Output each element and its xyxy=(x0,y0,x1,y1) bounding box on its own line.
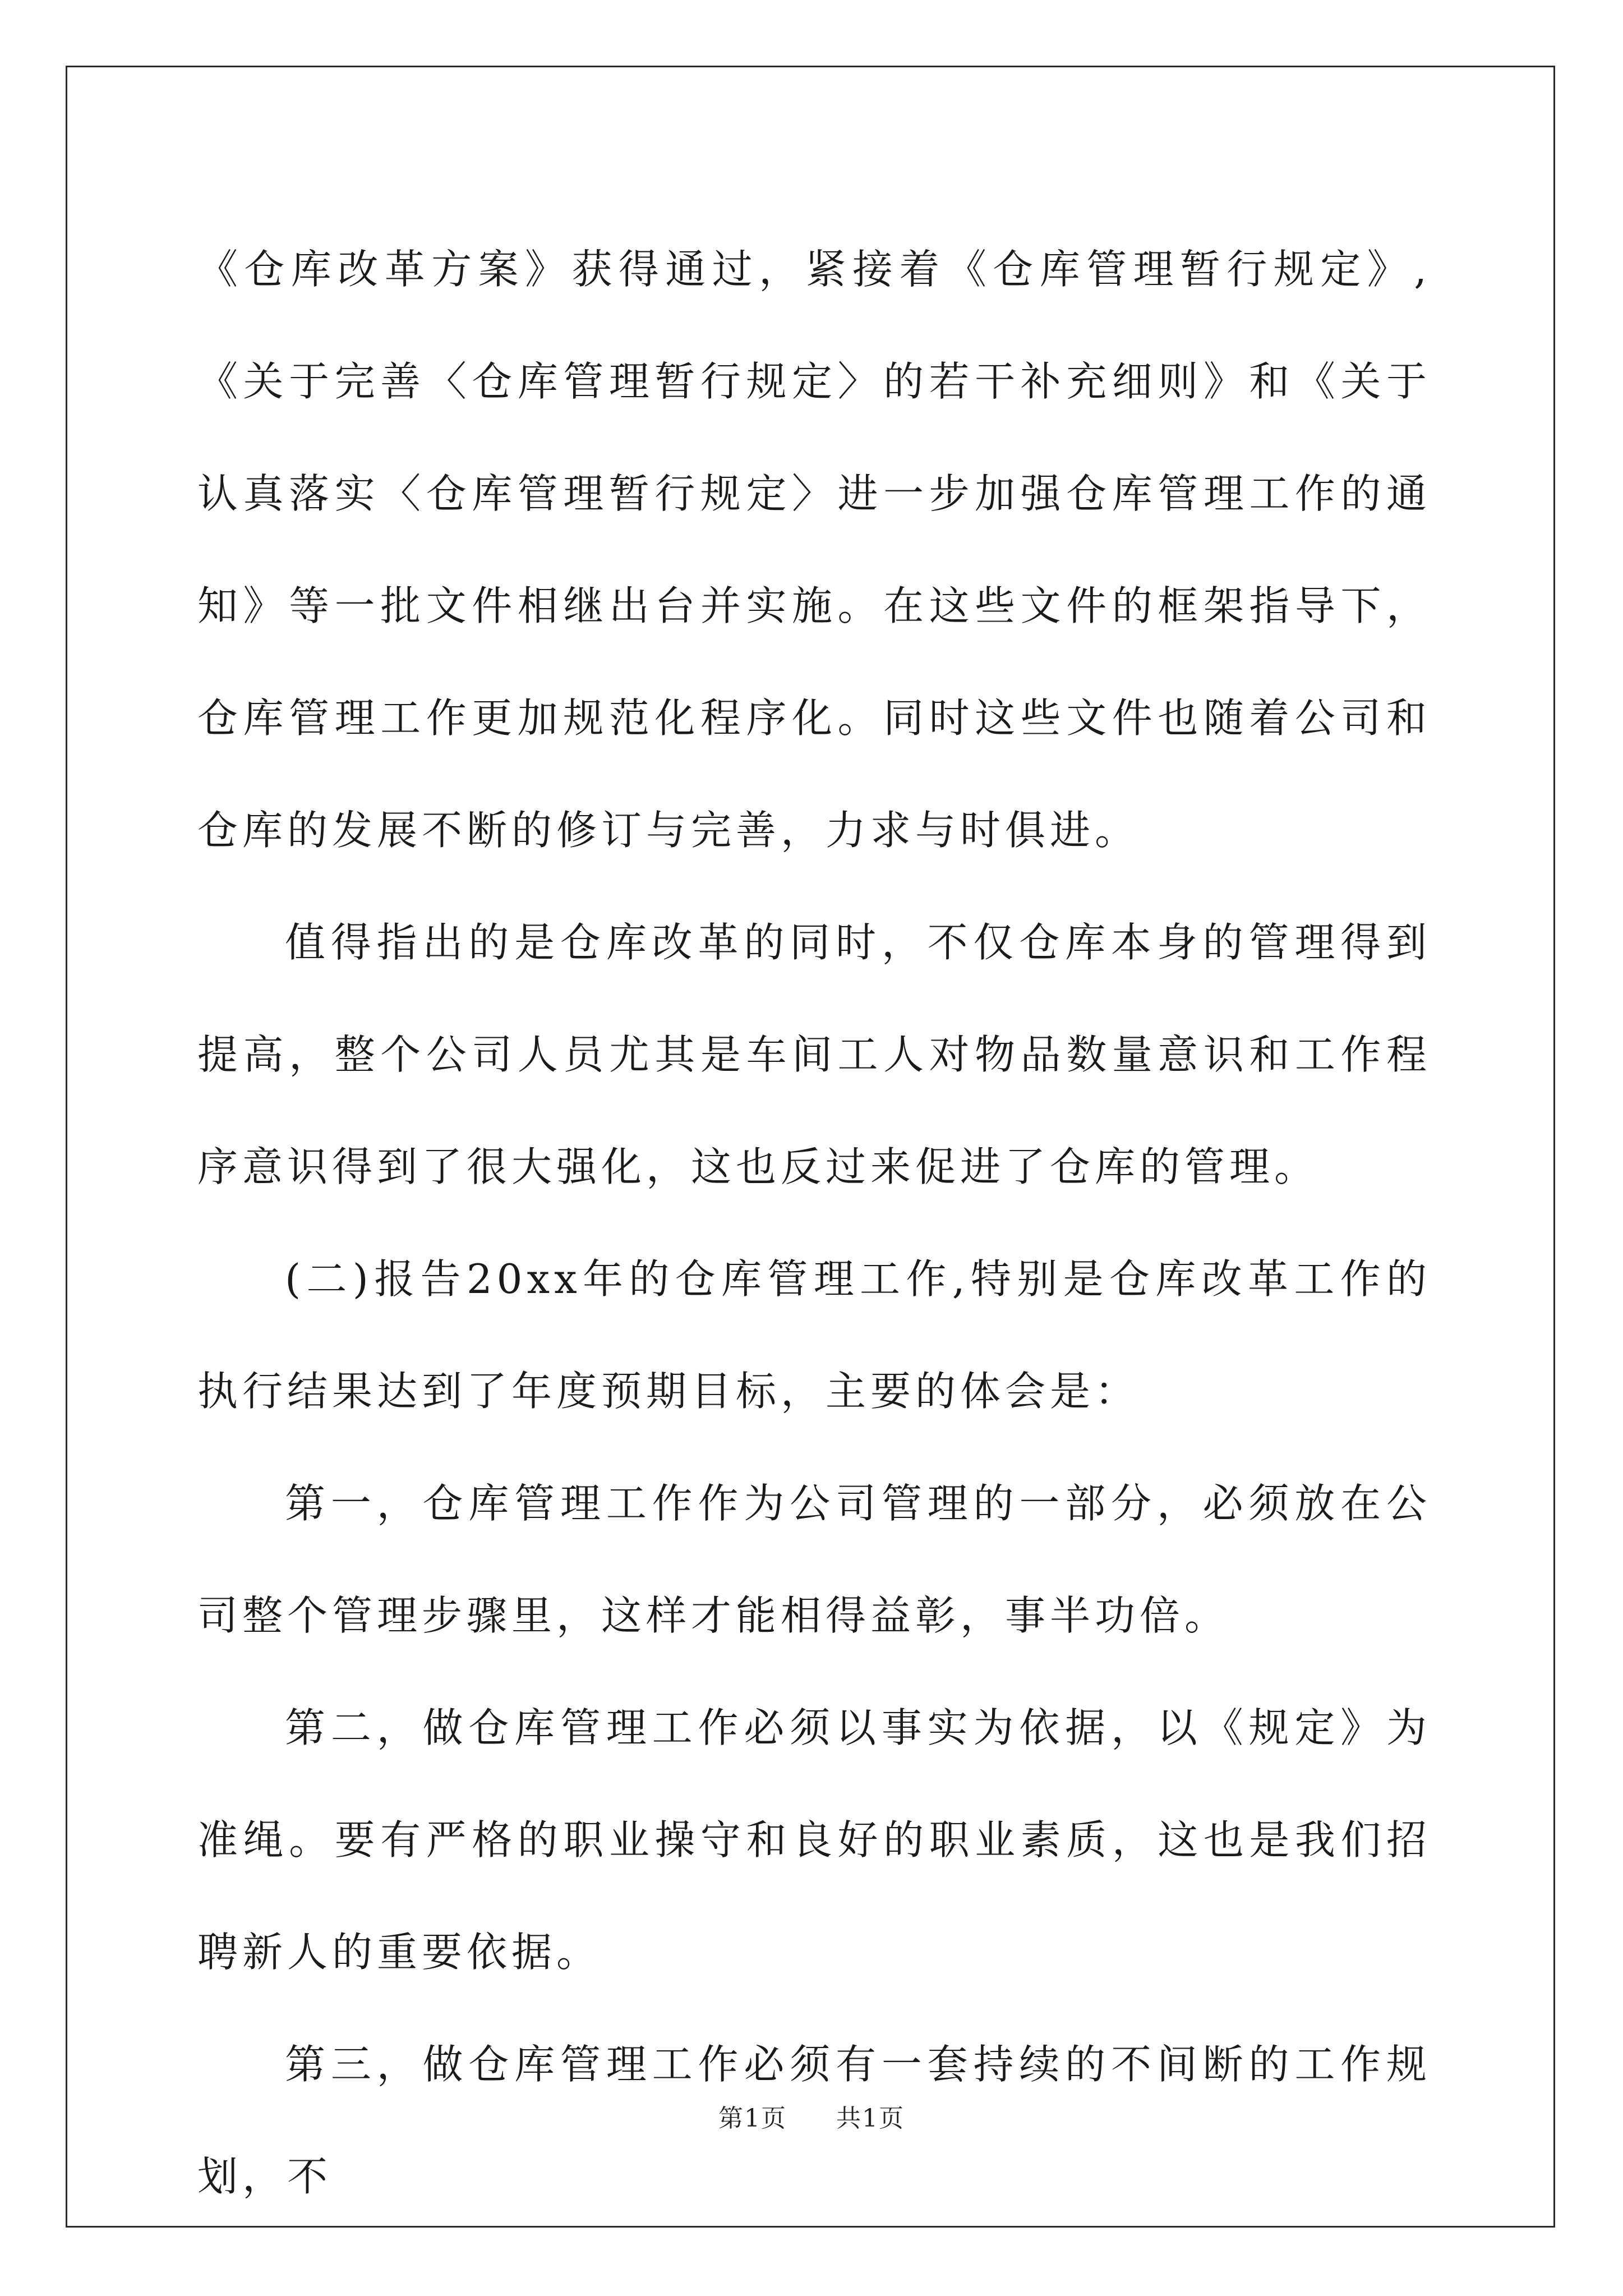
paragraph: 第二，做仓库管理工作必须以事实为依据，以《规定》为准绳。要有严格的职业操守和良好的职业素质，这也是我们招聘新人的重要依据。 xyxy=(197,1704,1431,1976)
paragraph: (二)报告20xx年的仓库管理工作,特别是仓库改革工作的执行结果达到了年度预期目标，主要的体会是： xyxy=(197,1255,1431,1415)
page-number: 第1页 xyxy=(718,2104,787,2133)
paragraph: 第三，做仓库管理工作必须有一套持续的不间断的工作规划，不 xyxy=(197,2041,1431,2200)
document-body xyxy=(197,213,1431,2233)
paragraph: 《仓库改革方案》获得通过，紧接着《仓库管理暂行规定》,《关于完善〈仓库管理暂行规定〉的若干补充细则》和《关于认真落实〈仓库管理暂行规定〉进一步加强仓库管理工作的通知》等一批文件相继出台并实施。在这些文件的框架指导下，仓库管理工作更加规范化程序化。同时这些文件也随着公司和仓库的发展不断的修订与完善，力求与时俱进。 xyxy=(197,246,1431,854)
page-footer xyxy=(0,2098,1623,2134)
paragraph: 第一，仓库管理工作作为公司管理的一部分，必须放在公司整个管理步骤里，这样才能相得益彰，事半功倍。 xyxy=(197,1480,1431,1639)
page-total: 共1页 xyxy=(836,2104,905,2133)
paragraph: 值得指出的是仓库改革的同时，不仅仓库本身的管理得到提高，整个公司人员尤其是车间工人对物品数量意识和工作程序意识得到了很大强化，这也反过来促进了仓库的管理。 xyxy=(197,919,1431,1190)
